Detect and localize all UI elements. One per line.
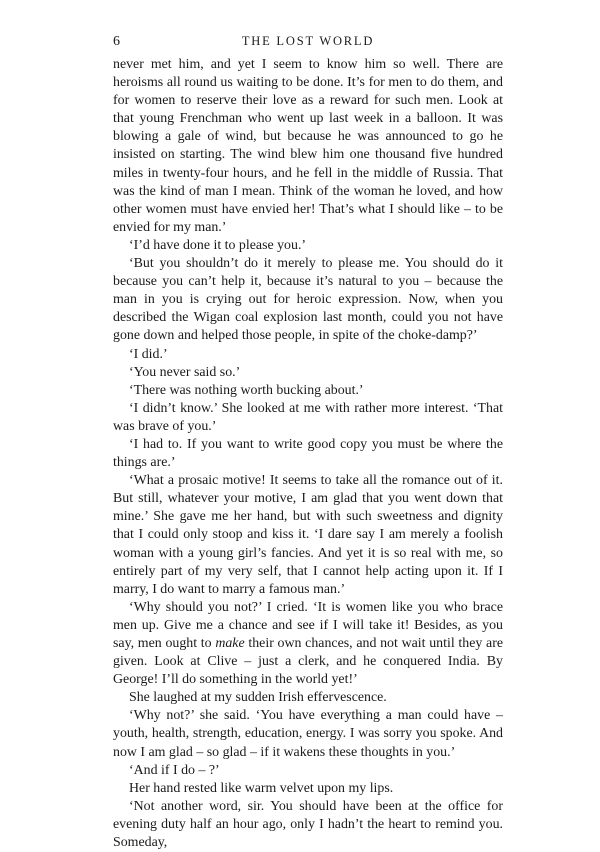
- paragraph: ‘What a prosaic motive! It seems to take all the romance out of it. But still, whatever your motive, I am glad that you went down that mine.’ She gave me her hand, but with such sweetness and dignity that I could only stoop and kiss it. ‘I dare say I am merely a foolish woman with a young girl’s fancies. And yet it is so real with me, so entirely part of my very self, that I cannot help acting upon it. If I marry, I do want to marry a famous man.’: [113, 473, 503, 597]
- paragraph: ‘You never said so.’: [129, 364, 241, 380]
- paragraph-text: their own chances, and not wait until they are given. Look at Clive – just a clerk, and he conquered India. By George! I’ll do something in the world yet!’: [113, 636, 503, 688]
- paragraph: ‘And if I do – ?’: [129, 762, 220, 778]
- paragraph-text: ‘Why should you not?’ I cried. ‘It is women like you who brace men up. Give me a chance and see if I will take it! Besides, as you say, men ought to: [113, 599, 503, 651]
- paragraph: ‘There was nothing worth bucking about.’: [129, 382, 364, 398]
- paragraph: [113, 599, 503, 689]
- paragraph: ‘But you shouldn’t do it merely to please me. You should do it because you can’t help it, because it’s natural to you – because the man in you is crying out for heroic expression. Now, when you described the Wigan coal explosion last month, could you not have gone down and helped those people, in spite of the choke-damp?’: [113, 256, 503, 344]
- paragraph: ‘I did.’: [129, 346, 168, 362]
- paragraph: She laughed at my sudden Irish effervescence.: [129, 690, 387, 706]
- paragraph: ‘I didn’t know.’ She looked at me with rather more interest. ‘That was brave of you.’: [113, 400, 503, 434]
- paragraph: ‘Not another word, sir. You should have been at the office for evening duty half an hour ago, only I hadn’t the heart to remind you. Someday,: [113, 798, 503, 851]
- running-head: THE LOST WORLD: [241, 34, 375, 48]
- paragraph: ‘Why not?’ she said. ‘You have everything a man could have – youth, health, strength, education, energy. I was sorry you spoke. And now I am glad – so glad – if it wakens these thoughts in you.’: [113, 708, 503, 760]
- paragraph: never met him, and yet I seem to know him so well. There are heroisms all round us waiting to be done. It’s for men to do them, and for women to reserve their love as a reward for such men. Look at that young Frenchman who went up last week in a balloon. It was blowing a gale of wind, but because he was announced to go he insisted on starting. The wind blew him one thousand five hundred miles in twenty-four hours, and he fell in the middle of Russia. That was the kind of man I mean. Think of the woman he loved, and how other women must have envied her! That’s what I should like – to be envied for my man.’: [113, 57, 503, 235]
- page-number: 6: [113, 34, 121, 49]
- emphasized-word: make: [215, 636, 245, 651]
- paragraph: ‘I had to. If you want to write good copy you must be where the things are.’: [113, 436, 503, 471]
- body-text: [113, 56, 503, 852]
- paragraph: ‘I’d have done it to please you.’: [129, 237, 307, 253]
- page-header: [113, 34, 503, 54]
- paragraph: Her hand rested like warm velvet upon my lips.: [129, 780, 394, 796]
